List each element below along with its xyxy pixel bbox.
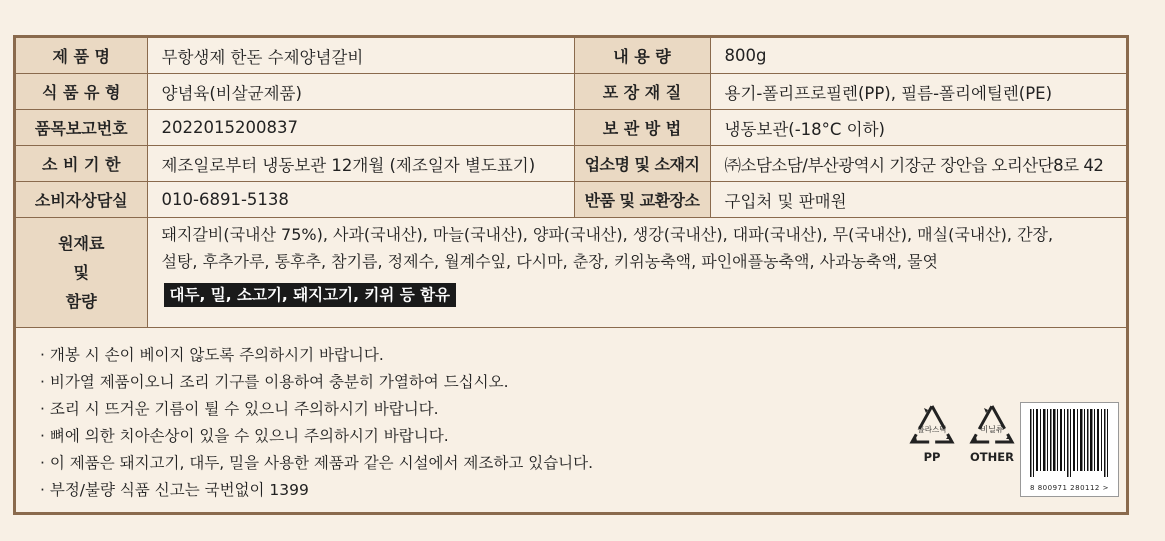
table-row xyxy=(16,38,1126,74)
ingredients-row xyxy=(16,218,1126,328)
food-type-header: 식 품 유 형 xyxy=(16,74,147,110)
allergen-badge: 대두, 밀, 소고기, 돼지고기, 키위 등 함유 xyxy=(164,283,457,307)
return-place-header: 반품 및 교환장소 xyxy=(574,182,710,218)
recycle-plastic-icon xyxy=(908,402,956,450)
product-name-header: 제 품 명 xyxy=(16,38,147,74)
recycle-mark-other xyxy=(961,402,1023,498)
recycle-caption: PP xyxy=(923,450,941,464)
table-row xyxy=(16,146,1126,182)
consumer-center-header: 소비자상담실 xyxy=(16,182,147,218)
note-item: · 비가열 제품이오니 조리 기구를 이용하여 충분히 가열하여 드십시오. xyxy=(40,373,509,391)
ingredients-line: 돼지갈비(국내산 75%), 사과(국내산), 마늘(국내산), 양파(국내산), 생강(국내산), 대파(국내산), 무(국내산), 매실(국내산), 간장, xyxy=(161,225,1054,244)
return-place-value: 구입처 및 판매원 xyxy=(710,182,1126,218)
ingredients-line: 설탕, 후추가루, 통후추, 참기름, 정제수, 월계수잎, 다시마, 춘장, 키위농축액, 파인애플농축액, 사과농축액, 물엿 xyxy=(161,252,938,271)
storage-value: 냉동보관(-18°C 이하) xyxy=(710,110,1126,146)
packaging-header: 포 장 재 질 xyxy=(574,74,710,110)
caution-notes xyxy=(40,342,593,504)
note-item: · 뼈에 의한 치아손상이 있을 수 있으니 주의하시기 바랍니다. xyxy=(40,427,449,445)
recycle-mark-pp xyxy=(901,402,963,498)
manufacturer-header: 업소명 및 소재지 xyxy=(574,146,710,182)
report-number-value: 2022015200837 xyxy=(147,110,574,146)
expiry-header: 소 비 기 한 xyxy=(16,146,147,182)
product-name-value: 무항생제 한돈 수제양념갈비 xyxy=(147,38,574,74)
manufacturer-value: ㈜소담소담/부산광역시 기장군 장안읍 오리산단8로 42 xyxy=(710,146,1126,182)
note-item: · 부정/불량 식품 신고는 국번없이 1399 xyxy=(40,481,309,499)
table-row xyxy=(16,182,1126,218)
barcode xyxy=(1020,402,1119,497)
consumer-center-value: 010-6891-5138 xyxy=(147,182,574,218)
net-content-header: 내 용 량 xyxy=(574,38,710,74)
barcode-bars-icon xyxy=(1021,403,1118,483)
table-row xyxy=(16,110,1126,146)
barcode-digits: 8 800971 280112 > xyxy=(1030,484,1109,492)
packaging-value: 용기-폴리프로필렌(PP), 필름-폴리에틸렌(PE) xyxy=(710,74,1126,110)
table-row xyxy=(16,74,1126,110)
expiry-value: 제조일로부터 냉동보관 12개월 (제조일자 별도표기) xyxy=(147,146,574,182)
report-number-header: 품목보고번호 xyxy=(16,110,147,146)
ingredients-header-line: 및 xyxy=(73,263,89,282)
recycle-caption: OTHER xyxy=(970,450,1014,464)
net-content-value: 800g xyxy=(710,38,1126,74)
ingredients-header-line: 원재료 xyxy=(58,234,105,253)
storage-header: 보 관 방 법 xyxy=(574,110,710,146)
product-info-table xyxy=(16,38,1126,328)
recycle-inner-label: 플라스틱 xyxy=(917,425,947,434)
ingredients-header-line: 함량 xyxy=(65,292,97,311)
ingredients-value xyxy=(147,218,1126,328)
recycle-inner-label: 비닐류 xyxy=(980,425,1004,434)
note-item: · 개봉 시 손이 베이지 않도록 주의하시기 바랍니다. xyxy=(40,346,384,364)
note-item: · 조리 시 뜨거운 기름이 튈 수 있으니 주의하시기 바랍니다. xyxy=(40,400,439,418)
food-type-value: 양념육(비살균제품) xyxy=(147,74,574,110)
recycle-vinyl-icon xyxy=(968,402,1016,450)
ingredients-header xyxy=(16,218,147,328)
note-item: · 이 제품은 돼지고기, 대두, 밀을 사용한 제품과 같은 시설에서 제조하고 있습니다. xyxy=(40,454,594,472)
